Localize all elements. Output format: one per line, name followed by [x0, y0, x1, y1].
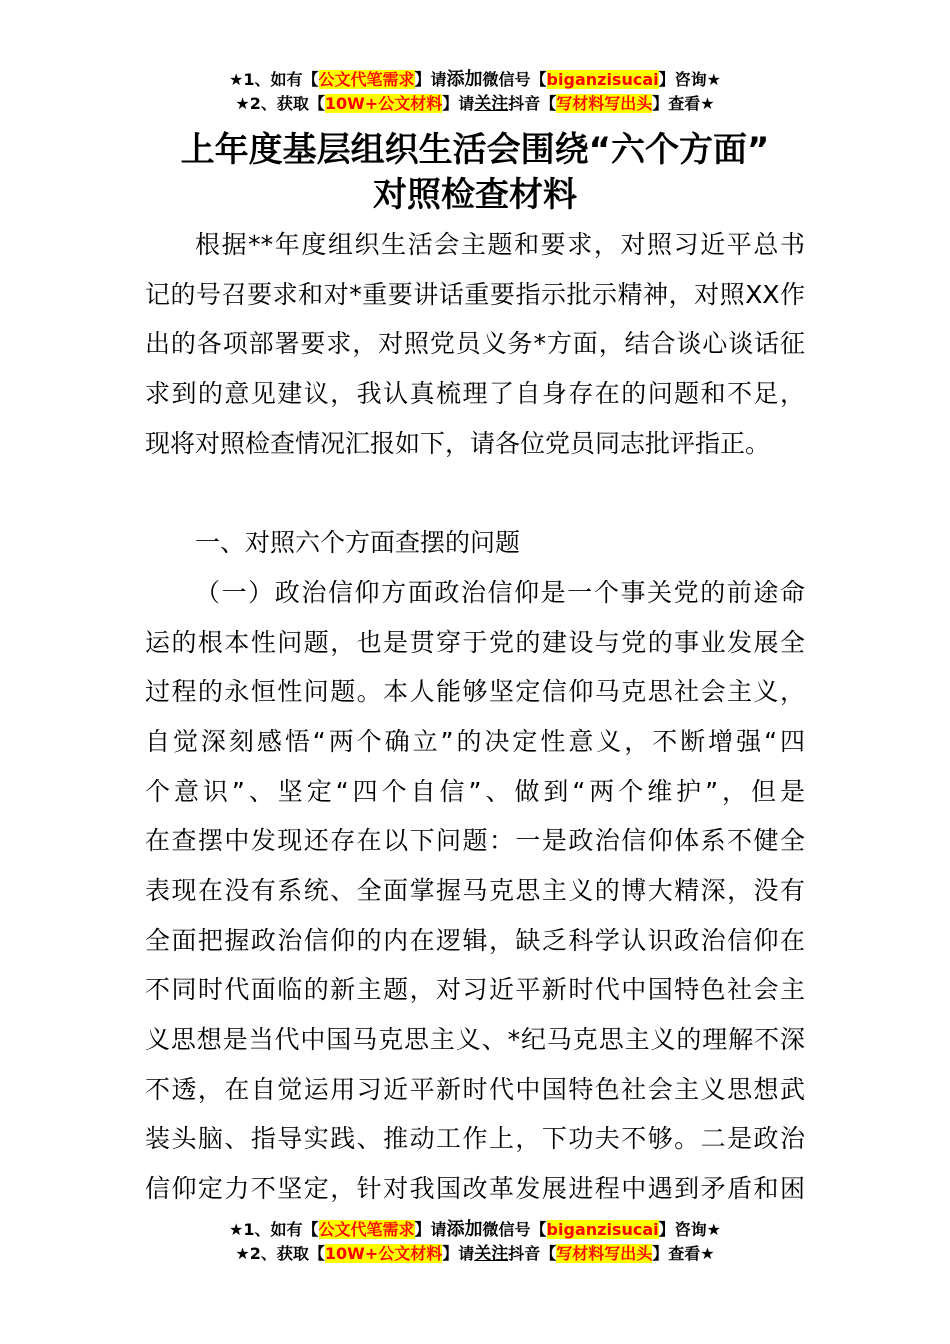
- footer-notice-line-1: [0, 1219, 950, 1241]
- notice-text: 】请: [414, 1220, 447, 1239]
- notice-prefix: ★1、如有【: [229, 1220, 319, 1239]
- body-line: 义思想是当代中国马克思主义、*纪马克思主义的理解不深: [145, 1025, 805, 1054]
- document-title-line-1: 上年度基层组织生活会围绕“六个方面”: [180, 130, 770, 170]
- notice-text: 】请: [442, 94, 475, 113]
- body-line: 自觉深刻感悟“两个确立”的决定性意义，不断增强“四: [145, 726, 805, 756]
- notice-prefix: ★2、获取【: [235, 1244, 325, 1263]
- body-line: 求到的意见建议，我认真梳理了自身存在的问题和不足，: [145, 379, 805, 409]
- notice-prefix: ★2、获取【: [235, 94, 325, 113]
- header-notice-line-2: [0, 93, 950, 115]
- body-line: 个意识”、坚定“四个自信”、做到“两个维护”，但是: [145, 776, 805, 806]
- body-line: 根据**年度组织生活会主题和要求，对照习近平总书: [195, 230, 805, 259]
- body-line: 现将对照检查情况汇报如下，请各位党员同志批评指正。: [145, 428, 771, 458]
- notice-text: 抖音【: [508, 94, 557, 113]
- notice-highlight: 10W+公文材料: [324, 94, 443, 113]
- notice-suffix: 】咨询★: [658, 70, 721, 89]
- notice-suffix: 】咨询★: [658, 1220, 721, 1239]
- notice-suffix: 】查看★: [652, 1244, 715, 1263]
- body-line: 出的各项部署要求，对照党员义务*方面，结合谈心谈话征: [145, 329, 805, 359]
- notice-text: 微信号【: [482, 70, 547, 89]
- notice-text: 抖音【: [508, 1244, 557, 1263]
- blank-line: [145, 468, 805, 518]
- intro-paragraph: [145, 220, 805, 468]
- notice-emphasis: 添加: [446, 69, 483, 90]
- section-1-paragraph: [145, 568, 805, 1214]
- notice-text: 】请: [442, 1244, 475, 1263]
- notice-highlight: 公文代笔需求: [318, 70, 415, 89]
- body-line: 记的号召要求和对*重要讲话重要指示批示精神，对照XX作: [145, 279, 805, 309]
- body-line: 运的根本性问题，也是贯穿于党的建设与党的事业发展全: [145, 627, 805, 657]
- body-line: 信仰定力不坚定，针对我国改革发展进程中遇到矛盾和困: [145, 1174, 805, 1204]
- notice-emphasis: 添加: [446, 1219, 483, 1240]
- body-line: 装头脑、指导实践、推动工作上，下功夫不够。二是政治: [145, 1124, 805, 1154]
- notice-highlight-wechat-id: biganzisucai: [546, 70, 659, 89]
- body-line: （一）政治信仰方面政治信仰是一个事关党的前途命: [195, 577, 805, 607]
- footer-notice-line-2: [0, 1243, 950, 1265]
- header-notice-line-1: [0, 69, 950, 91]
- notice-emphasis: 关注: [474, 1244, 509, 1264]
- notice-highlight-douyin-name: 写材料写出头: [556, 94, 653, 113]
- section-heading: 一、对照六个方面查摆的问题: [195, 528, 521, 558]
- notice-highlight: 10W+公文材料: [324, 1244, 443, 1263]
- body-line: 全面把握政治信仰的内在逻辑，缺乏科学认识政治信仰在: [145, 925, 805, 955]
- notice-suffix: 】查看★: [652, 94, 715, 113]
- notice-highlight-douyin-name: 写材料写出头: [556, 1244, 653, 1263]
- body-line: 表现在没有系统、全面掌握马克思主义的博大精深，没有: [145, 875, 805, 905]
- body-line: 不同时代面临的新主题，对习近平新时代中国特色社会主: [145, 975, 805, 1005]
- notice-prefix: ★1、如有【: [229, 70, 319, 89]
- document-body: [145, 220, 805, 1214]
- notice-highlight: 公文代笔需求: [318, 1220, 415, 1239]
- body-line: 不透，在自觉运用习近平新时代中国特色社会主义思想武: [145, 1074, 805, 1104]
- notice-text: 】请: [414, 70, 447, 89]
- body-line: 在查摆中发现还存在以下问题：一是政治信仰体系不健全: [145, 826, 805, 856]
- notice-highlight-wechat-id: biganzisucai: [546, 1220, 659, 1239]
- body-line: 过程的永恒性问题。本人能够坚定信仰马克思社会主义，: [145, 677, 805, 707]
- document-title-line-2: 对照检查材料: [373, 175, 577, 215]
- notice-emphasis: 关注: [474, 94, 509, 114]
- notice-text: 微信号【: [482, 1220, 547, 1239]
